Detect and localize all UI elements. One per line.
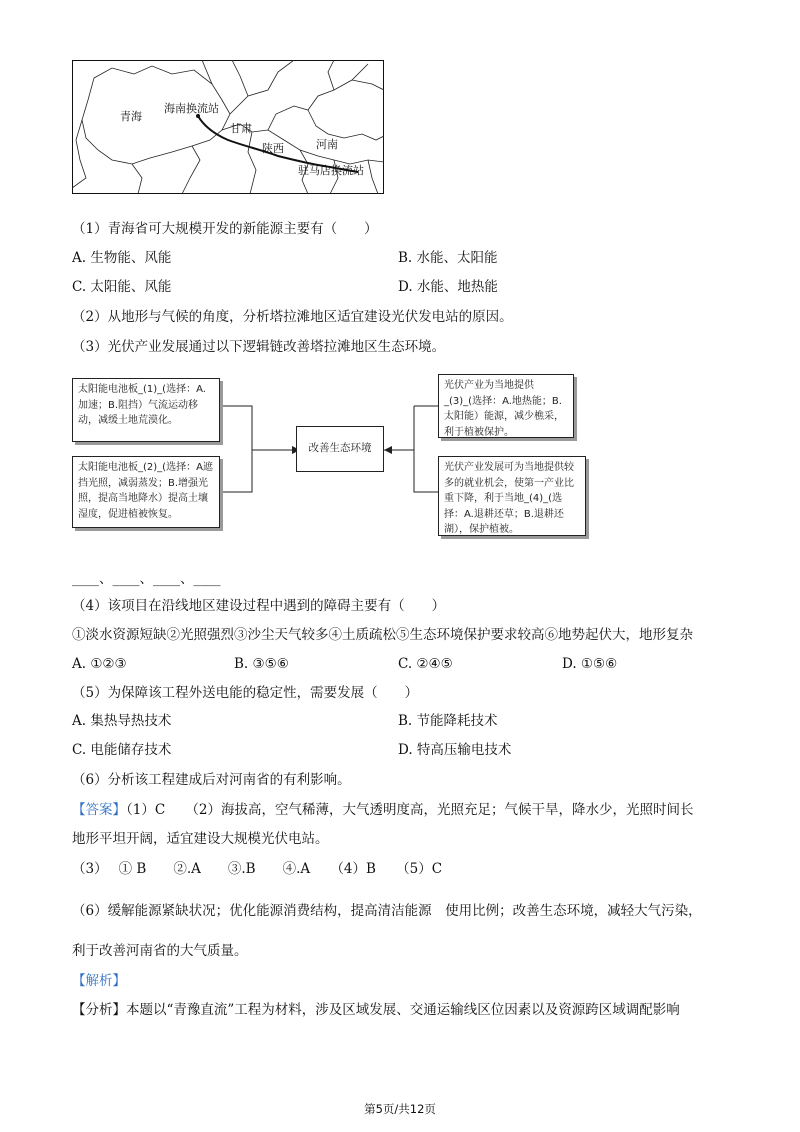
diagram-box-bottom-left: 太阳能电池板_(2)_(选择：A遮挡光照，减弱蒸发；B.增强光照，提高当地降水）提高土壤湿度，促进植被恢复。	[72, 456, 220, 528]
q5-stem: （5）为保障该工程外送电能的稳定性，需要发展（ ）	[72, 685, 419, 701]
q4-stem: （4）该项目在沿线地区建设过程中遇到的障碍主要有（ ）	[72, 598, 446, 614]
answer-line-1	[72, 801, 694, 819]
q5-option-c: C. 电能储存技术	[72, 742, 172, 758]
diagram-box-top-left: 太阳能电池板_(1)_(选择：A.加速；B.阻挡）气流运动移动，减缓土地荒漠化。	[72, 378, 220, 442]
q4-option-d: D. ①⑤⑥	[562, 656, 618, 672]
q1-option-c: C. 太阳能、风能	[72, 279, 172, 295]
answer-line-2: 地形平坦开阔，适宜建设大规模光伏电站。	[72, 831, 329, 847]
q4-option-b: B. ③⑤⑥	[234, 656, 289, 672]
answer-line-4: （6）缓解能源紧缺状况；优化能源消费结构，提高清洁能源 使用比例；改善生态环境，减轻大气污染，	[72, 903, 702, 919]
map-label-henan: 河南	[316, 138, 338, 151]
q5-option-a: A. 集热导热技术	[72, 713, 172, 729]
q5-option-b: B. 节能降耗技术	[398, 713, 498, 729]
q1-option-b: B. 水能、太阳能	[398, 250, 498, 266]
page-footer: 第5页/共12页	[364, 1102, 436, 1116]
answer-line-5: 利于改善河南省的大气质量。	[72, 943, 248, 959]
map-label-haixi-station: 海南换流站	[164, 102, 219, 115]
answer-text-1: （1）C （2）海拔高，空气稀薄，大气透明度高，光照充足；气候干旱，降水少，光照时间长	[126, 802, 694, 818]
analysis-line	[72, 1001, 680, 1019]
answer-line-3: （3） ① B ②.A ③.B ④.A （4）B （5）C	[72, 861, 443, 877]
q1-stem: （1）青海省可大规模开发的新能源主要有（ ）	[72, 221, 378, 237]
fenxi-text: 本题以“青豫直流”工程为材料，涉及区域发展、交通运输线区位因素以及资源跨区域调配影响	[126, 1002, 680, 1018]
q1-option-d: D. 水能、地热能	[398, 279, 498, 295]
q1-option-a: A. 生物能、风能	[72, 250, 172, 266]
fenxi-tag: 【分析】	[72, 1002, 126, 1018]
q3-stem: （3）光伏产业发展通过以下逻辑链改善塔拉滩地区生态环境。	[72, 339, 446, 355]
q5-option-d: D. 特高压输电技术	[398, 742, 512, 758]
q3-blanks: ____、____、____、____	[72, 571, 221, 587]
q6-stem: （6）分析该工程建成后对河南省的有利影响。	[72, 772, 351, 788]
map-label-zhumadian-station: 驻马店换流站	[298, 164, 364, 177]
q4-option-c: C. ②④⑤	[398, 656, 453, 672]
diagram-center-box: 改善生态环境	[296, 426, 384, 472]
map-label-shaanxi: 陕西	[262, 142, 284, 155]
q4-option-a: A. ①②③	[72, 656, 127, 672]
map-label-qinghai: 青海	[120, 110, 142, 123]
map-label-gansu: 甘肃	[230, 122, 252, 135]
q4-items: ①淡水资源短缺②光照强烈③沙尘天气较多④土质疏松⑤生态环境保护要求较高⑥地势起伏大，地形复杂	[72, 627, 693, 643]
diagram-box-top-right: 光伏产业为当地提供_(3)_(选择：A.地热能；B.太阳能）能源，减少樵采，利于植被保护。	[438, 374, 574, 438]
diagram-box-bottom-right: 光伏产业发展可为当地提供较多的就业机会，使第一产业比重下降，利于当地_(4)_(选择：A.退耕还草；B.退耕还湖），保护植被。	[438, 456, 586, 536]
analysis-tag: 【解析】	[72, 973, 126, 989]
answer-tag: 【答案】	[72, 802, 126, 818]
q2-stem: （2）从地形与气候的角度，分析塔拉滩地区适宜建设光伏发电站的原因。	[72, 309, 513, 325]
